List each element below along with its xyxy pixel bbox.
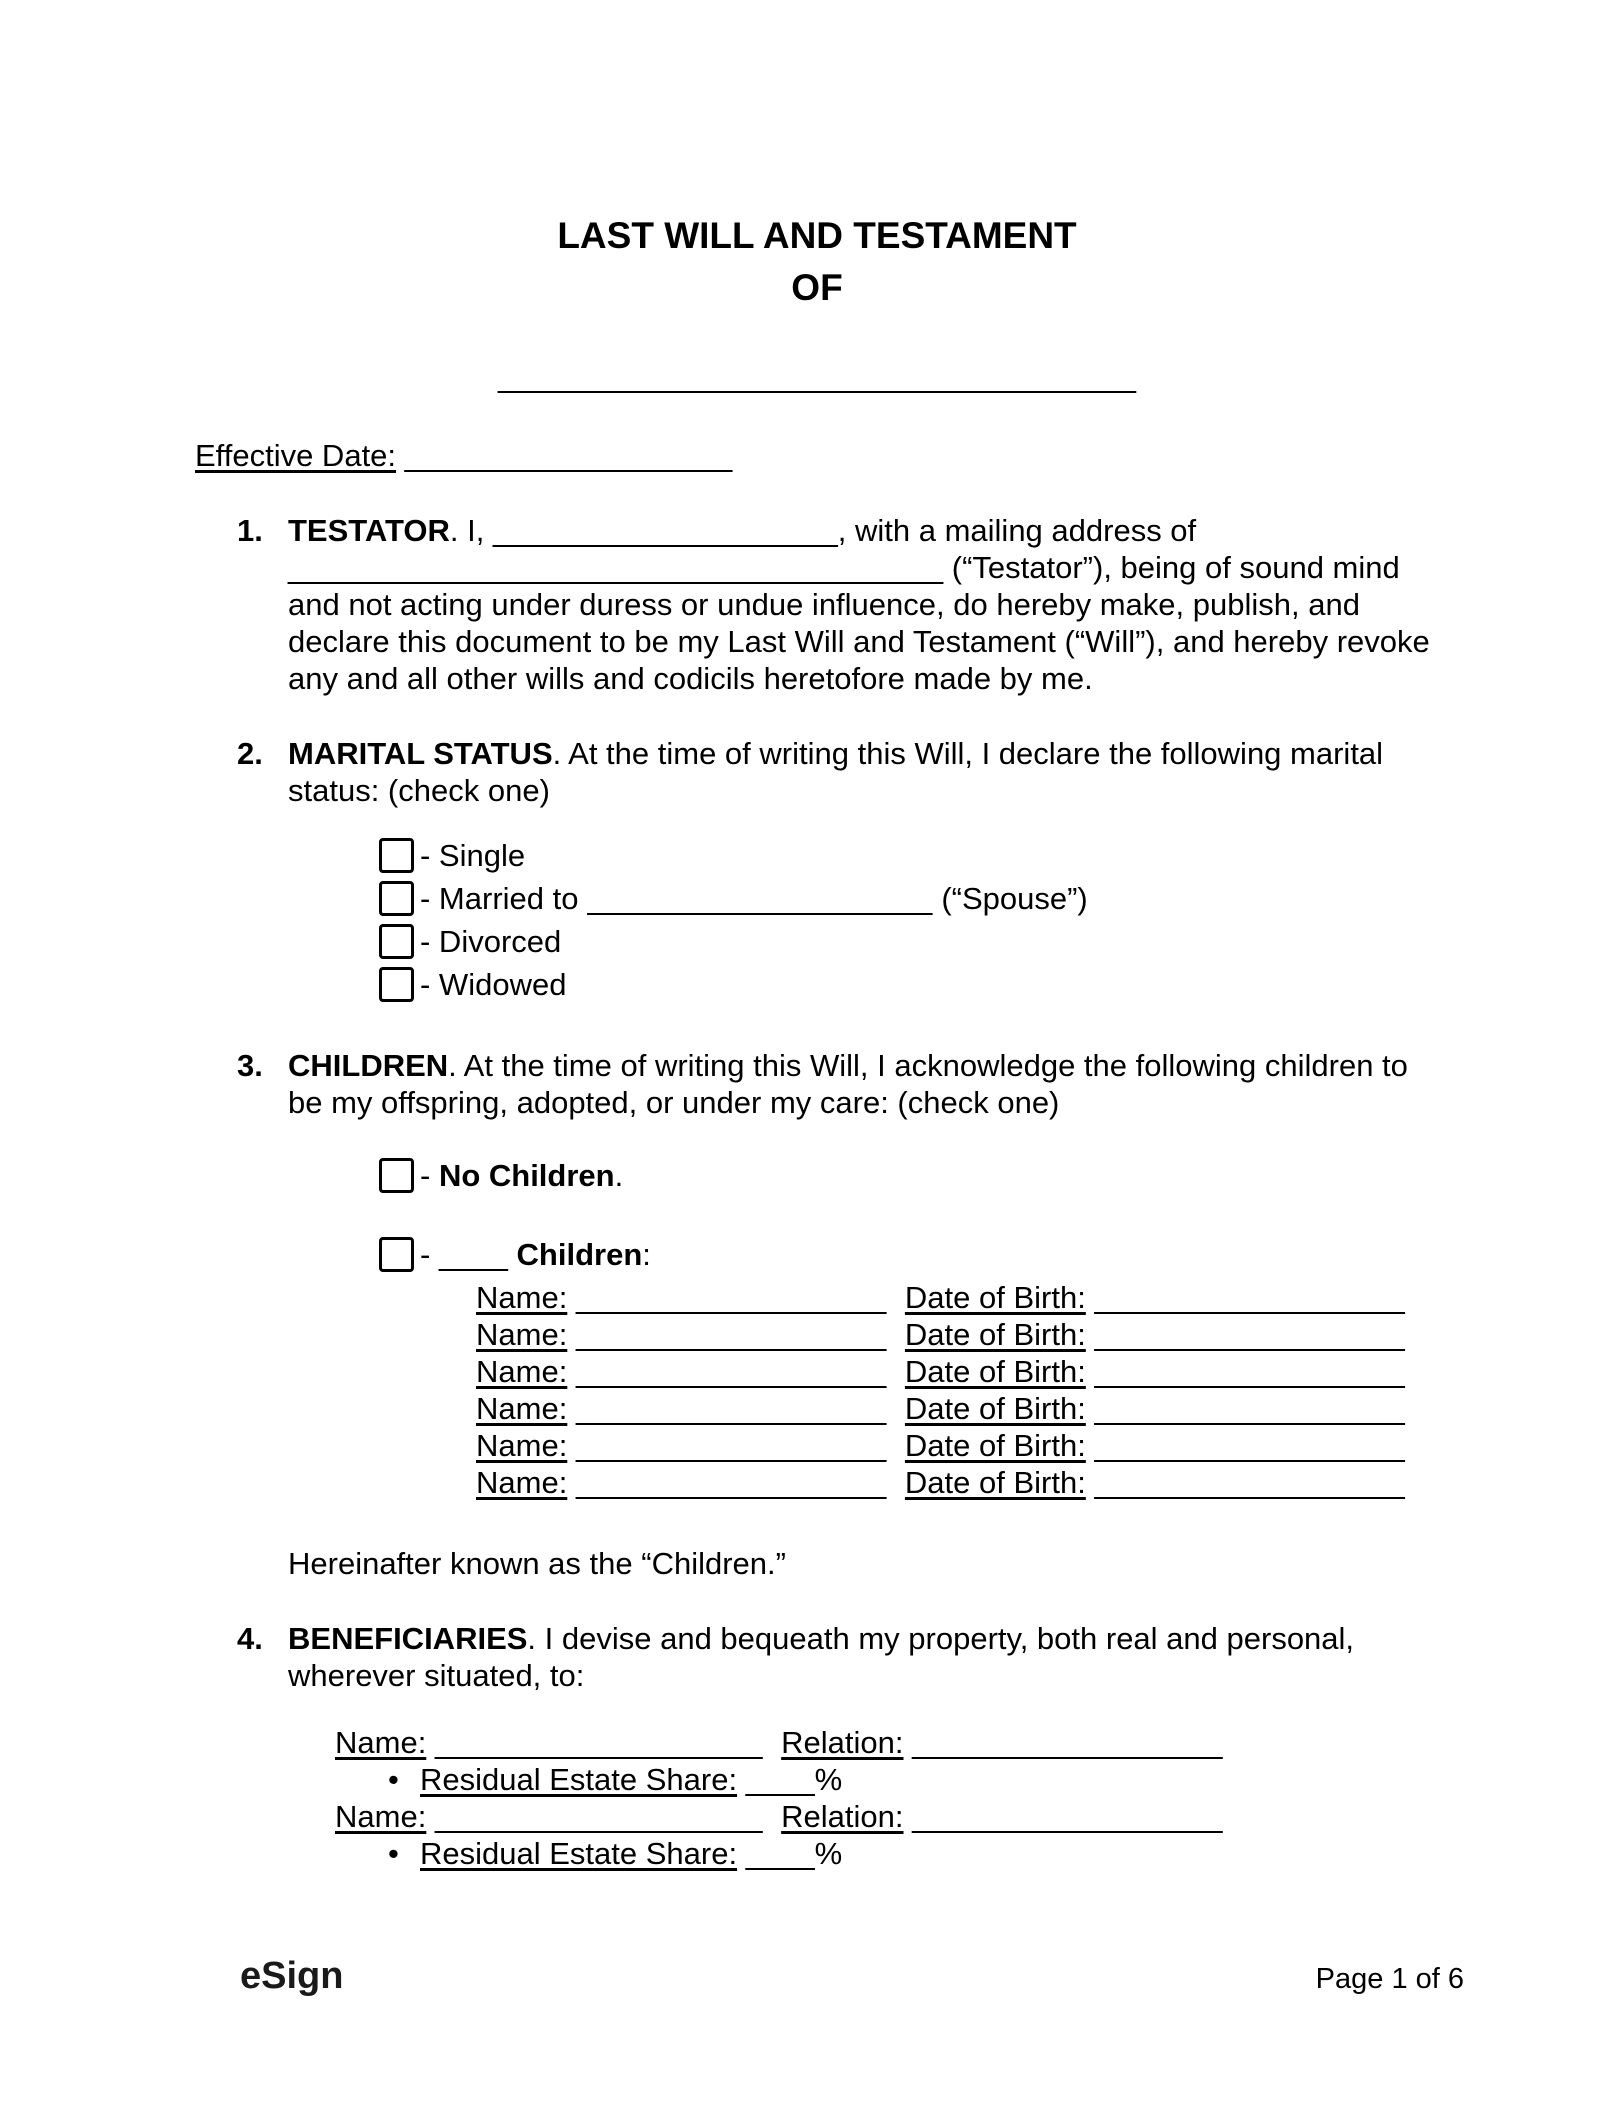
marital-status-heading: MARITAL STATUS [288,736,553,771]
share-label: Residual Estate Share: [420,1762,738,1797]
child-dob-blank[interactable]: __________________ [1094,1428,1405,1463]
doc-title-line2: OF [791,267,843,308]
child-name-blank[interactable]: __________________ [575,1465,887,1500]
single-checkbox[interactable] [379,838,414,873]
section-beneficiaries [195,1620,1439,1872]
section-1-body [288,512,1439,697]
section-4-number: 4. [237,1621,263,1656]
child-dob-blank[interactable]: __________________ [1094,1465,1405,1500]
children-table [476,1279,1439,1501]
share-blank[interactable]: ____ [745,1836,815,1871]
beneficiary-name-row [335,1798,1439,1835]
child-dob-blank[interactable]: __________________ [1094,1354,1405,1389]
effective-date-row [195,437,1439,474]
child-dob-blank[interactable]: __________________ [1094,1391,1405,1426]
child-name-label: Name: [476,1354,568,1389]
child-dob-label: Date of Birth: [904,1465,1086,1500]
children-options [379,1157,1439,1273]
children-text: . At the time of writing this Will, I acknowledge the following children to be my offspring, adopted, or under my care: (check one) [288,1048,1408,1120]
bullet-icon: • [388,1762,399,1797]
option-divorced [379,923,1439,960]
page-footer [240,1955,1464,1998]
divorced-checkbox[interactable] [379,924,414,959]
no-children-dash: - [420,1158,439,1193]
child-name-blank[interactable]: __________________ [575,1317,887,1352]
option-married [379,880,1439,917]
child-name-blank[interactable]: __________________ [575,1391,887,1426]
doc-title-line1: LAST WILL AND TESTAMENT [557,215,1077,256]
testator-text: . I, ____________________, with a mailing address of ______________________________________ (“Testator”), being of sound mind and not acting under duress or undue influence, do hereby make, publish, and declare this document to be my Last Will and Testament (“Will”), and hereby revoke any and all other wills and codicils heretofore made by me. [288,513,1430,696]
share-blank[interactable]: ____ [745,1762,815,1797]
spouse-suffix: (“Spouse”) [941,881,1088,916]
children-count-blank[interactable]: ____ [438,1237,508,1272]
marital-status-text: . At the time of writing this Will, I declare the following marital status: (check one) [288,736,1384,808]
child-row-2 [476,1316,1439,1353]
option-no-children [379,1157,1439,1194]
child-name-label: Name: [476,1317,568,1352]
child-name-label: Name: [476,1428,568,1463]
widowed-checkbox[interactable] [379,967,414,1002]
no-children-label [420,1157,623,1194]
beneficiary-relation-label: Relation: [781,1799,904,1834]
child-name-blank[interactable]: __________________ [575,1280,887,1315]
beneficiaries-paragraph [288,1620,1439,1694]
beneficiary-name-label: Name: [335,1725,427,1760]
child-dob-blank[interactable]: __________________ [1094,1280,1405,1315]
section-3-number: 3. [237,1048,263,1083]
child-dob-label: Date of Birth: [904,1317,1086,1352]
child-row-6 [476,1464,1439,1501]
effective-date-blank[interactable]: ___________________ [404,438,733,473]
testator-paragraph [288,512,1439,697]
no-children-checkbox[interactable] [379,1158,414,1193]
marital-status-options [379,837,1439,1003]
child-row-4 [476,1390,1439,1427]
section-4-body [288,1620,1439,1872]
section-1-number: 1. [237,513,263,548]
beneficiary-relation-label: Relation: [781,1725,904,1760]
option-with-children [379,1236,1439,1273]
beneficiary-share-row [388,1835,1439,1872]
share-percent: % [814,1762,843,1797]
widowed-label: - Widowed [420,967,567,1002]
divorced-label: - Divorced [420,924,562,959]
beneficiary-share-row [388,1761,1439,1798]
child-row-1 [476,1279,1439,1316]
child-name-label: Name: [476,1280,568,1315]
title-block [195,210,1439,314]
section-marital-status [195,735,1439,1009]
child-name-blank[interactable]: __________________ [575,1428,887,1463]
option-widowed [379,966,1439,1003]
beneficiary-name-blank[interactable]: ___________________ [434,1799,763,1834]
spouse-name-blank[interactable]: ____________________ [587,881,933,916]
option-single [379,837,1439,874]
section-3-body [288,1047,1439,1582]
beneficiary-entry-1 [288,1724,1439,1798]
section-2-number: 2. [237,736,263,771]
beneficiary-relation-blank[interactable]: __________________ [912,1725,1223,1760]
beneficiary-name-blank[interactable]: ___________________ [434,1725,763,1760]
children-paragraph [288,1047,1439,1121]
child-dob-label: Date of Birth: [904,1280,1086,1315]
married-checkbox[interactable] [379,881,414,916]
child-name-label: Name: [476,1391,568,1426]
hereinafter-text: Hereinafter known as the “Children.” [288,1546,786,1581]
page-number: Page 1 of 6 [1315,1963,1464,1995]
beneficiaries-text: . I devise and bequeath my property, both real and personal, wherever situated, to: [288,1621,1355,1693]
marital-status-paragraph [288,735,1439,809]
child-dob-label: Date of Birth: [904,1428,1086,1463]
married-label: - Married to [420,881,579,916]
with-children-label [420,1236,651,1273]
child-dob-label: Date of Birth: [904,1354,1086,1389]
child-row-3 [476,1353,1439,1390]
no-children-suffix: . [614,1158,624,1193]
effective-date-label: Effective Date: [195,438,397,473]
with-children-checkbox[interactable] [379,1237,414,1272]
beneficiary-entry-2 [288,1798,1439,1872]
bullet-icon: • [388,1836,399,1871]
share-percent: % [814,1836,843,1871]
child-name-blank[interactable]: __________________ [575,1354,887,1389]
with-children-suffix: : [642,1237,651,1272]
with-children-dash: - [420,1237,439,1272]
children-heading: CHILDREN [288,1048,449,1083]
section-children [195,1047,1439,1582]
beneficiary-list [288,1724,1439,1872]
testator-heading: TESTATOR [288,513,450,548]
single-label: - Single [420,838,526,873]
section-testator [195,512,1439,697]
with-children-bold: Children [516,1237,643,1272]
beneficiary-name-label: Name: [335,1799,427,1834]
no-children-bold: No Children [438,1158,615,1193]
child-dob-label: Date of Birth: [904,1391,1086,1426]
child-row-5 [476,1427,1439,1464]
child-name-label: Name: [476,1465,568,1500]
beneficiary-relation-blank[interactable]: __________________ [912,1799,1223,1834]
testator-name-title-blank[interactable]: _____________________________________ [498,359,1136,394]
section-2-body [288,735,1439,1009]
beneficiary-name-row [335,1724,1439,1761]
child-dob-blank[interactable]: __________________ [1094,1317,1405,1352]
esign-logo: eSign [240,1955,344,1997]
beneficiaries-heading: BENEFICIARIES [288,1621,528,1656]
share-label: Residual Estate Share: [420,1836,738,1871]
